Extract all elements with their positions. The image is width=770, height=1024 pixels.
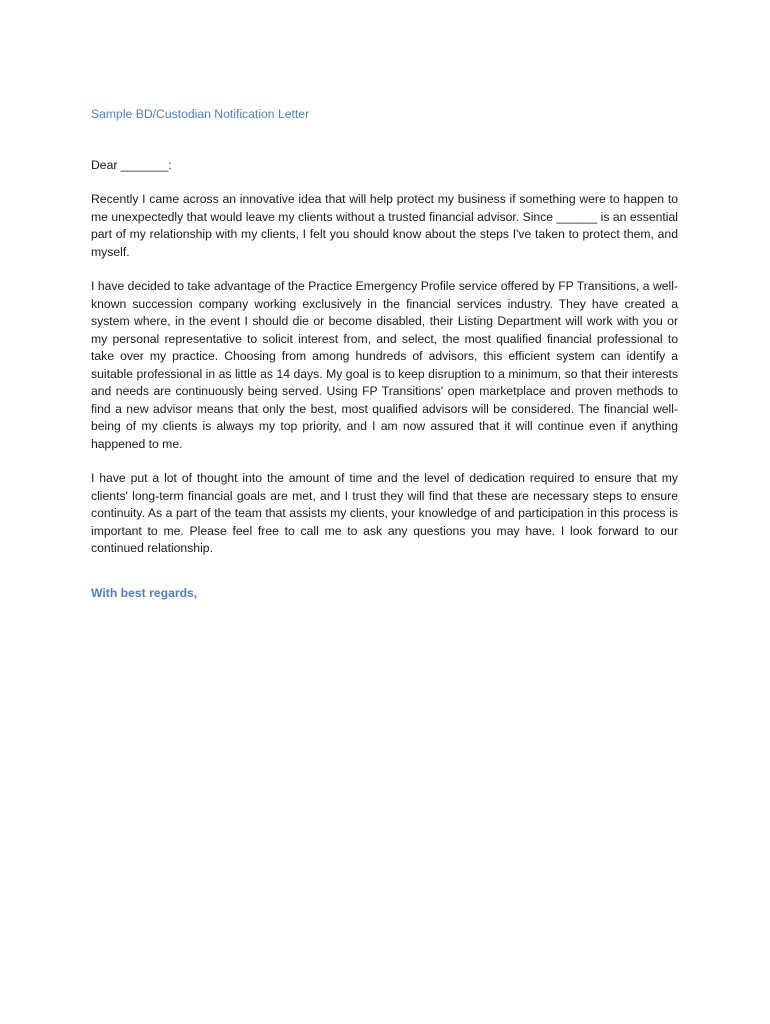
paragraph-intro: Recently I came across an innovative idea that will help protect my business if something were to happen to me unexpectedly that would leave my clients without a trusted financial advisor. Since ______ is an essential part of my relationship with my clients, I felt you should know about the steps I've taken to protect them, and myself. [91, 192, 678, 259]
paragraph-closing-remarks: I have put a lot of thought into the amount of time and the level of dedication required to ensure that my clients' long-term financial goals are met, and I trust they will find that these are necessary steps to ensure continuity. As a part of the team that assists my clients, your knowledge of and participation in this process is important to me. Please feel free to call me to ask any questions you may have. I look forward to our continued relationship. [91, 471, 678, 555]
closing-line: With best regards, [91, 585, 198, 600]
paragraph-service: I have decided to take advantage of the Practice Emergency Profile service offered by FP Transitions, a well-known succession company working exclusively in the financial services industry. They have created a system where, in the event I should die or become disabled, their Listing Department will work with you or my personal representative to solicit interest from, and select, the most qualified financial professional to take over my practice. Choosing from among hundreds of advisors, this efficient system can identify a suitable professional in as little as 14 days. My goal is to keep disruption to a minimum, so that their interests and needs are continuously being served. Using FP Transitions' open marketplace and proven methods to find a new advisor means that only the best, most qualified advisors will be considered. The financial well-being of my clients is always my top priority, and I am now assured that it will continue even if anything happened to me. [91, 279, 678, 451]
salutation: Dear _______: [91, 157, 172, 172]
letter-body [91, 106, 678, 602]
letter-title: Sample BD/Custodian Notification Letter [91, 107, 310, 121]
